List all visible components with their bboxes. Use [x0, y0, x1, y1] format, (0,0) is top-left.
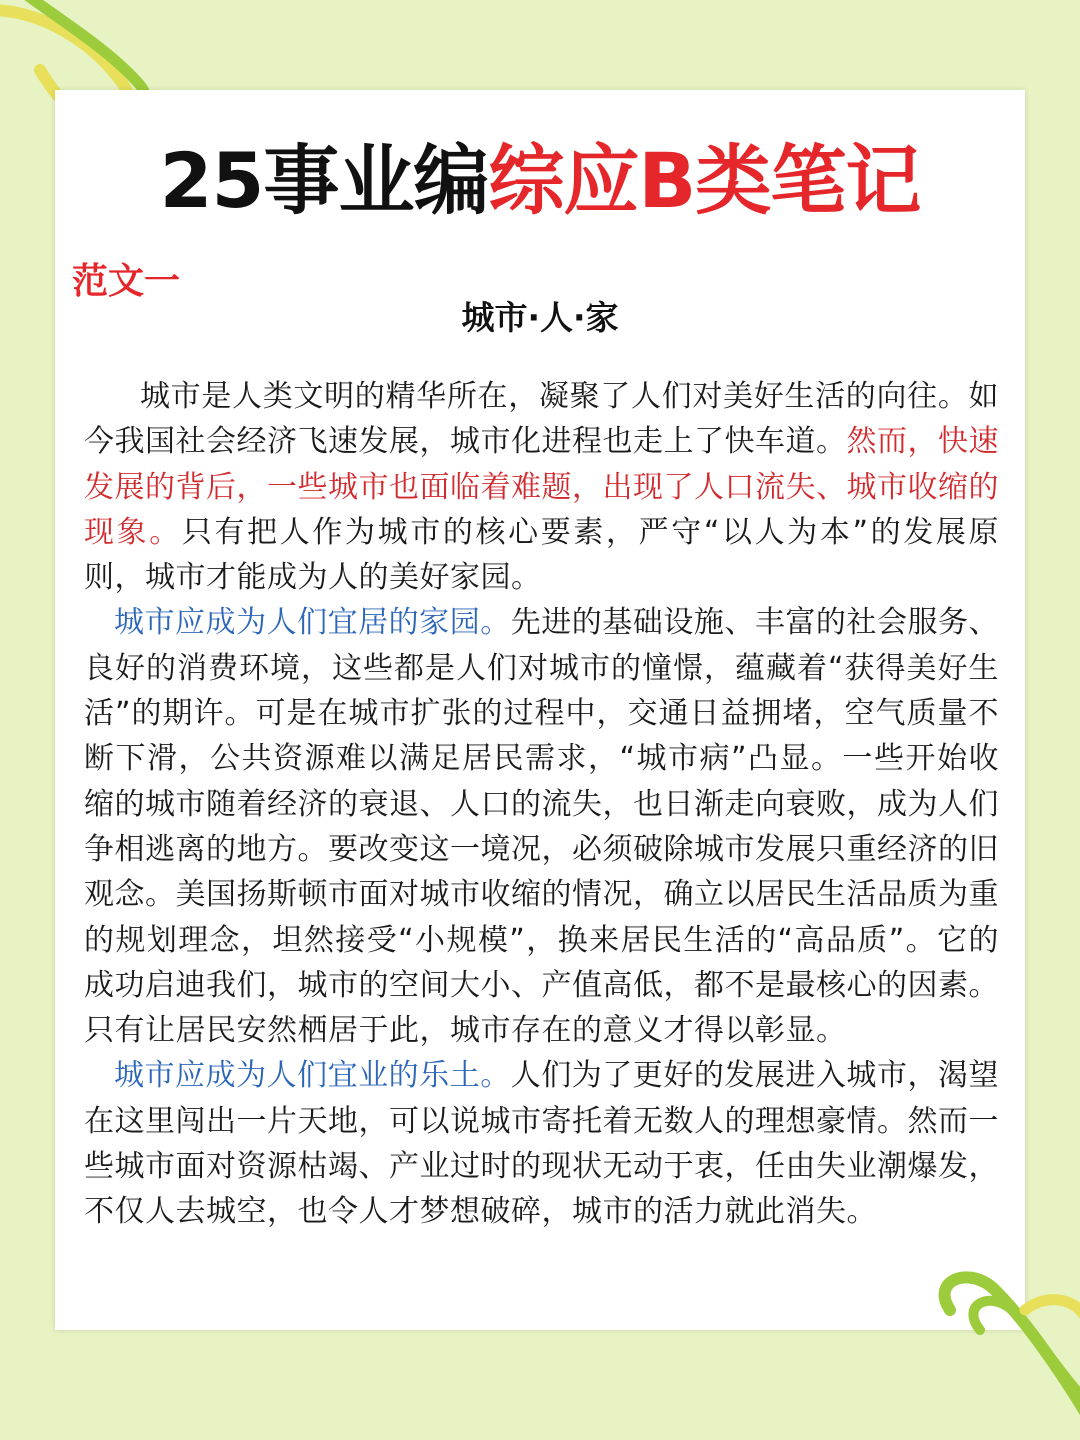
paragraph-2-rest: 先进的基础设施、丰富的社会服务、良好的消费环境，这些都是人们对城市的憧憬，蕴藏着“获得美好生活”的期许。可是在城市扩张的过程中，交通日益拥堵，空气质量不断下滑，公共资源难以满足居民需求，“城市病”凸显。一些开始收缩的城市随着经济的衰退、人口的流失，也日渐走向衰败，成为人们争相逃离的地方。要改变这一境况，必须破除城市发展只重经济的旧观念。美国扬斯顿市面对城市收缩的情况，确立以居民生活品质为重的规划理念，坦然接受“小规模”，换来居民生活的“高品质”。它的成功启迪我们，城市的空间大小、产值高低，都不是最核心的因素。只有让居民安然栖居于此，城市存在的意义才得以彰显。	[84, 605, 1000, 1049]
paragraph-1-rest: 只有把人作为城市的核心要素，严守“以人为本”的发展原则，城市才能成为人的美好家园。	[84, 514, 999, 596]
paragraph-2-topic: 城市应成为人们宜居的家园。	[114, 605, 511, 641]
paragraph-1-lead: 城市是人类文明的精华所在，凝聚了人们对美好生活的向往。如今我国社会经济飞速发展，城市化进程也走上了快车道。	[84, 379, 999, 460]
paragraph-2	[84, 600, 999, 1053]
paragraph-3-rest: 人们为了更好的发展进入城市，渴望在这里闯出一片天地，可以说城市寄托着无数人的理想豪情。然而一些城市面对资源枯竭、产业过时的现状无动于衷，任由失业潮爆发，不仅人去城空，也令人才梦想破碎，城市的活力就此消失。	[84, 1058, 1000, 1230]
essay-title: 城市·人·家	[461, 298, 619, 337]
title-red-part: 综应B类笔记	[488, 136, 921, 225]
paragraph-3-topic: 城市应成为人们宜业的乐土。	[114, 1058, 511, 1094]
section-label: 范文一	[72, 261, 181, 302]
paperclip-icon	[920, 1270, 1080, 1440]
paragraph-1-highlight: 然而，快速发展的背后，一些城市也面临着难题，出现了人口流失、城市收缩的现象。	[84, 424, 999, 550]
paragraph-3	[84, 1053, 999, 1234]
essay-body	[84, 374, 999, 1235]
paragraph-1	[84, 374, 999, 600]
page-title	[0, 138, 1080, 224]
title-black-part: 25事业编	[159, 136, 489, 225]
